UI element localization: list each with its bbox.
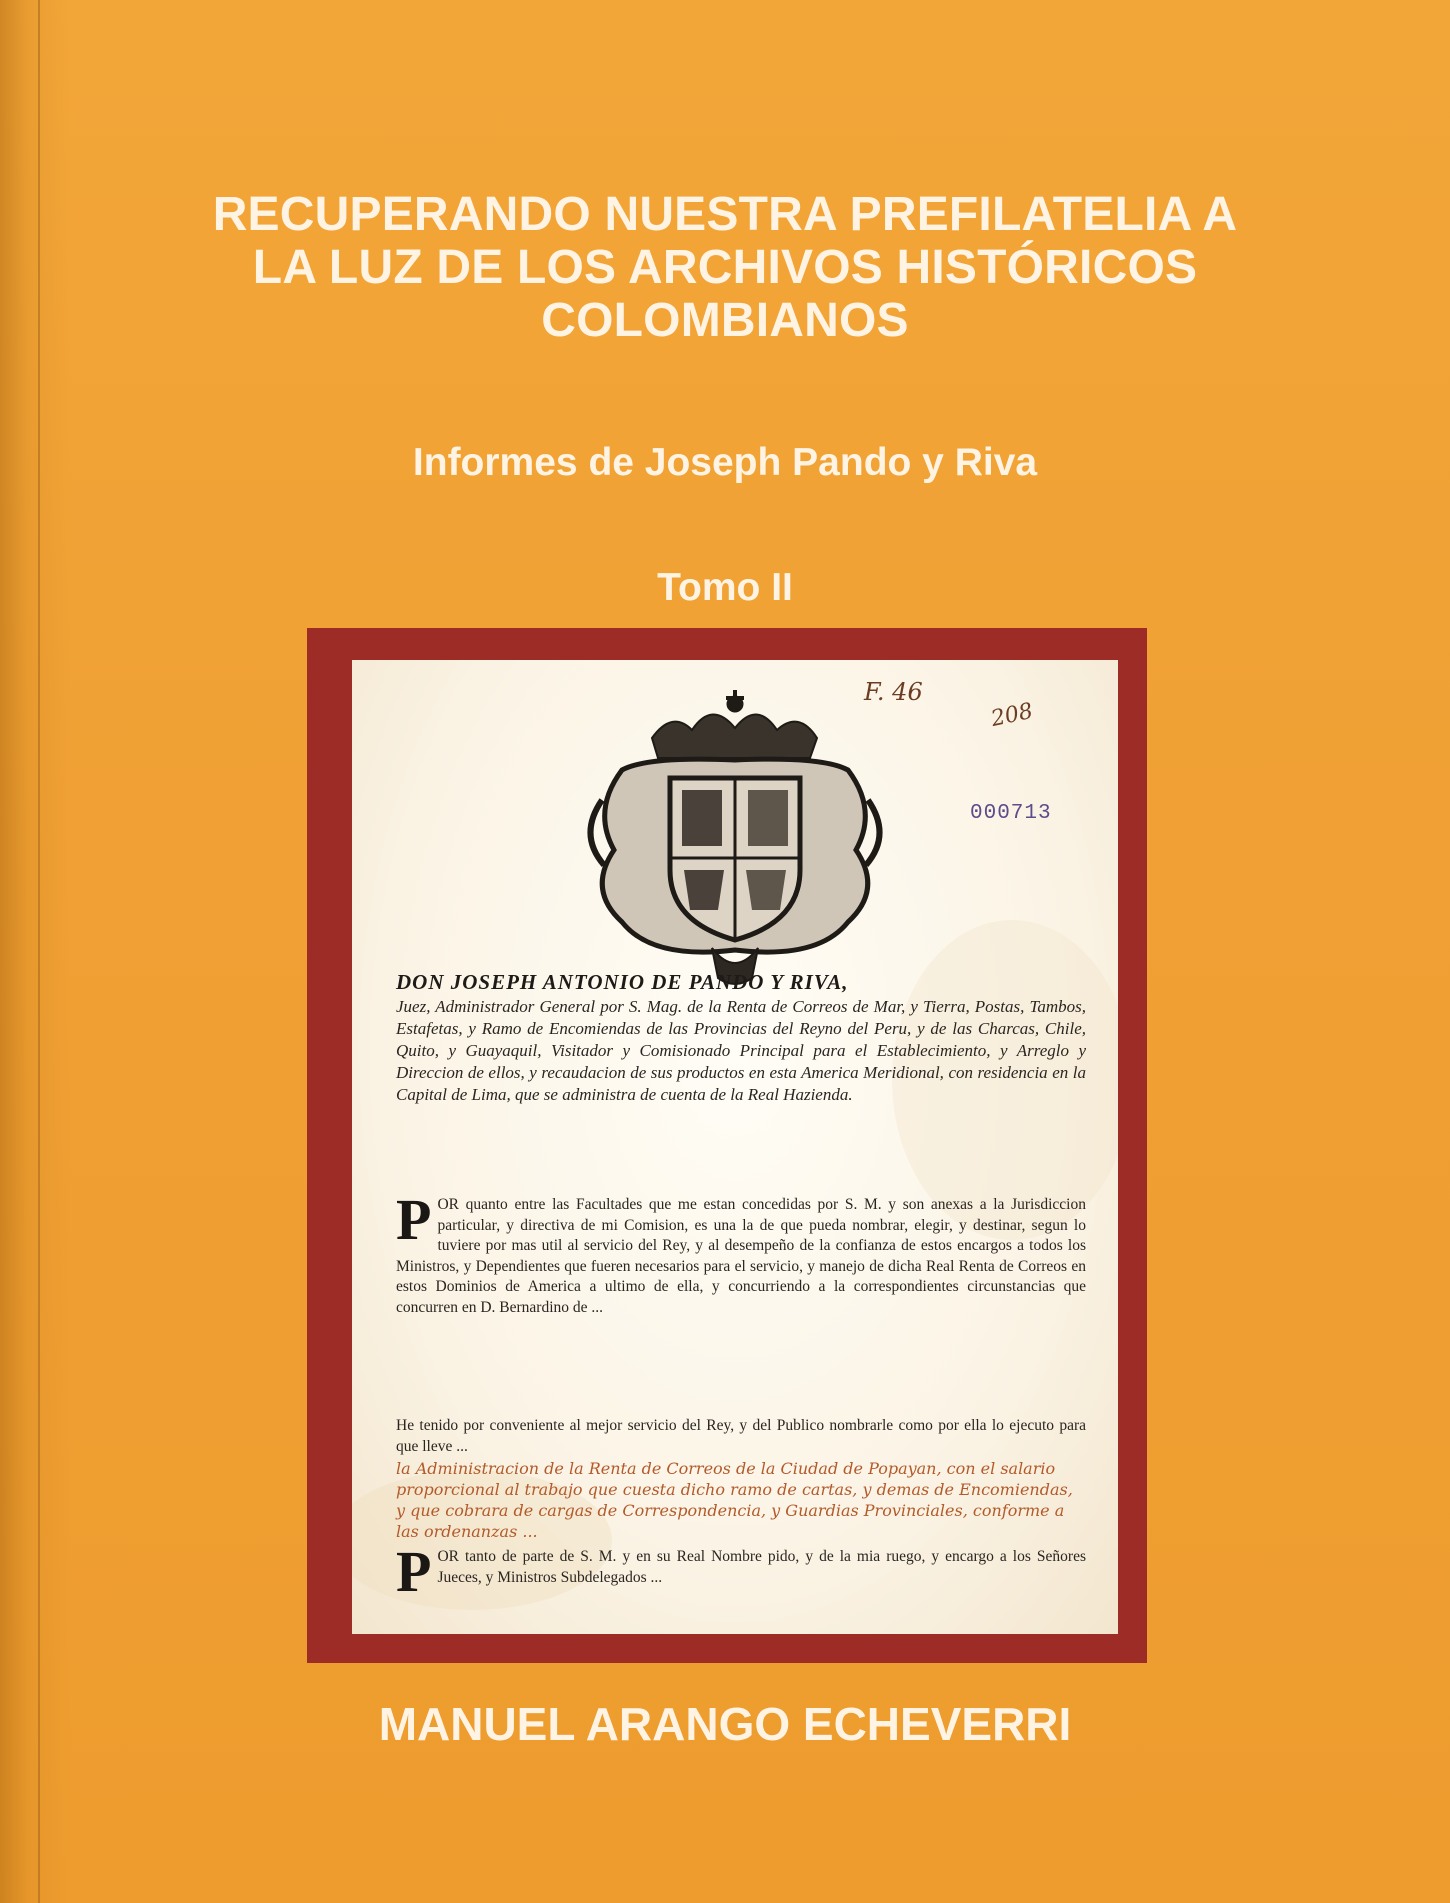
- document-paragraph-2: He tenido por conveniente al mejor servicio del Rey, y del Publico nombrarle como por ella lo ejecuto para que lleve ...: [396, 1417, 1086, 1455]
- author-name: MANUEL ARANGO ECHEVERRI: [378, 1698, 1072, 1750]
- historical-document: [352, 660, 1118, 1634]
- dropcap-p-2: P: [396, 1539, 432, 1604]
- document-intro: Juez, Administrador General por S. Mag. de la Renta de Correos de Mar, y Tierra, Postas, Tambos, Estafetas, y Ramo de Encomiendas de las Provincias del Reyno del Peru, y de las Charcas, Chile, Quito, y Guayaquil, Visitador y Comisionado Principal para el Establecimiento, y Arreglo y Direccion de ellos, y recaudacion de sus productos en esta America Meridional, con residencia en la Capital de Lima, que se administra de cuenta de la Real Hazienda.: [396, 997, 1086, 1104]
- spine-hinge: [38, 0, 40, 1903]
- book-subtitle: Informes de Joseph Pando y Riva: [412, 441, 1038, 484]
- coat-of-arms-icon: [590, 690, 879, 984]
- corner-note-number: 208: [988, 698, 1036, 732]
- manuscript-insertion: la Administracion de la Renta de Correos de la Ciudad de Popayan, con el salario proporcional al trabajo que cuesta dicho ramo de cartas, y demas de Encomiendas, y que cobrara de cargas de Correspondencia, y Guardias Provinciales, conforme a las ordenanzas ...: [396, 1459, 1073, 1541]
- title-line-2: LA LUZ DE LOS ARCHIVOS HISTÓRICOS: [252, 241, 1198, 294]
- paragraph-1-text: OR quanto entre las Facultades que me estan concedidas por S. M. y son anexas a la Jurisdiccion particular, y directiva de mi Comision, es una la de que pueda nombrar, elegir, y destinar, segun lo tuviere por mas util al servicio del Rey, y al desempeño de la confianza de estos encargos a todos los Ministros, y Dependientes que fueren necesarios para el servicio, y manejo de dicha Real Renta de Correos en estos Dominios de America a ultimo de ella, y concurriendo a la correspondientes circunstancias que concurren en D. Bernardino de ...: [396, 1196, 1086, 1316]
- document-heading: DON JOSEPH ANTONIO DE PANDO Y RIVA,: [396, 970, 849, 994]
- book-title: [60, 188, 1390, 347]
- volume-label: Tomo II: [657, 566, 793, 609]
- corner-note-folio: F. 46: [864, 678, 923, 706]
- title-line-3: COLOMBIANOS: [541, 294, 909, 347]
- paragraph-3-text: OR tanto de parte de S. M. y en su Real Nombre pido, y de la mia ruego, y encargo a los Señores Jueces, y Ministros Subdelegados ...: [437, 1548, 1086, 1586]
- title-line-1: RECUPERANDO NUESTRA PREFILATELIA A: [212, 188, 1238, 241]
- dropcap-p: P: [396, 1187, 432, 1252]
- archive-number: 000713: [970, 802, 1052, 825]
- document-frame: [307, 628, 1147, 1663]
- document-paragraph-3: [396, 1539, 1086, 1604]
- document-paragraph-1: [396, 1187, 1086, 1318]
